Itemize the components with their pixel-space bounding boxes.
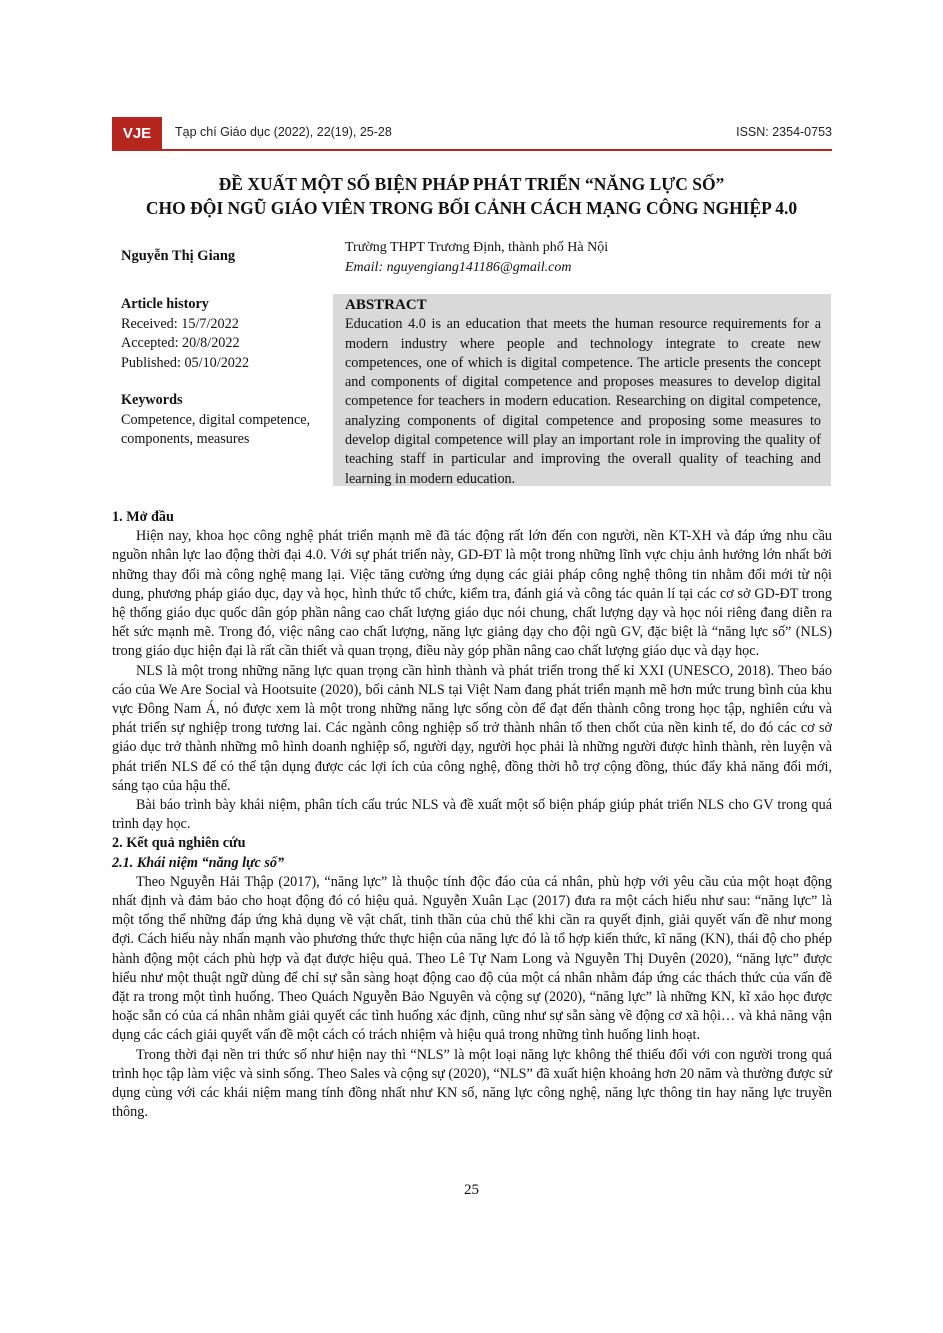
issn: ISSN: 2354-0753	[736, 125, 832, 139]
page-number: 25	[464, 1182, 479, 1198]
article-history	[121, 295, 249, 373]
article-title-line1: ĐỀ XUẤT MỘT SỐ BIỆN PHÁP PHÁT TRIỂN “NĂNG LỰC SỐ”	[218, 174, 725, 194]
author-name: Nguyễn Thị Giang	[121, 248, 236, 264]
abstract-heading: ABSTRACT	[345, 297, 427, 313]
paragraph: Bài báo trình bày khái niệm, phân tích cấu trúc NLS và đề xuất một số biện pháp giúp phát triển NLS cho GV trong quá trình dạy học.	[112, 797, 832, 833]
affiliation: Trường THPT Trương Định, thành phố Hà Nội	[345, 240, 609, 255]
article-title-line2: CHO ĐỘI NGŨ GIÁO VIÊN TRONG BỐI CẢNH CÁCH MẠNG CÔNG NGHIỆP 4.0	[145, 198, 798, 218]
journal-citation: Tạp chí Giáo dục (2022), 22(19), 25-28	[175, 125, 392, 139]
paragraph: NLS là một trong những năng lực quan trọng cần hình thành và phát triển trong thế kỉ XXI (UNESCO, 2018). Theo báo cáo của We Are Social và Hootsuite (2020), bối cảnh NLS tại Việt Nam đang phát triển mạnh mẽ hơn mức trung bình của khu vực Đông Nam Á, nó được xem là một trong những năng lực sống còn để đạt đến thành công trong học tập, nghiên cứu và phát triển sự nghiệp trong tương lai. Các ngành công nghiệp số trở thành nhân tố then chốt của nền kinh tế, do đó các cơ sở giáo dục trở thành những mô hình doanh nghiệp số, người dạy, người học phải là những người được hình thành, rèn luyện và phát triển NLS để có thể tận dụng được các lợi ích của công nghệ, đồng thời hỗ trợ cộng đồng, thúc đẩy khả năng đổi mới, sáng tạo của hậu thế.	[112, 662, 832, 794]
received-date: Received: 15/7/2022	[121, 315, 239, 332]
paragraph: Theo Nguyễn Hải Thập (2017), “năng lực” là thuộc tính độc đáo của cá nhân, phù hợp với yêu cầu của một hoạt động nhất định và đảm bảo cho hoạt động đó có hiệu quả. Nguyễn Xuân Lạc (2017) đưa ra một cách hiểu như sau: “năng lực” là một tổng thể những đáp ứng khả dụng về vật chất, tinh thần của chủ thể khi cần ra quyết định, giải quyết vấn đề như mong đợi. Cách hiểu này nhấn mạnh vào phương thức thực hiện của năng lực đó là tổ hợp kiến thức, kĩ năng (KN), thái độ cho phép hành động một cách phù hợp và đạt được hiệu quả. Theo Lê Tự Nam Long và Nguyễn Thị Duyên (2020), “năng lực” được hiểu như một thuật ngữ dùng để chỉ sự sẵn sàng hoạt động cao độ của một cá nhân nhằm đáp ứng các thách thức của vấn đề đặt ra trong một tình huống. Theo Quách Nguyễn Bảo Nguyên và cộng sự (2020), “năng lực” là những KN, kĩ xảo học được hoặc sẵn có của cá nhân nhằm giải quyết các tình huống xác định, cũng như sự sẵn sàng về động cơ xã hội… và khả năng vận dụng các cách giải quyết vấn đề một cách có trách nhiệm và hiệu quả trong những tình huống linh hoạt.	[112, 873, 832, 1044]
keywords-block	[121, 391, 311, 450]
paragraph: Trong thời đại nền tri thức số như hiện nay thì “NLS” là một loại năng lực không thể thiếu đối với con người trong quá trình học tập làm việc và sinh sống. Theo Sales và cộng sự (2020), “NLS” đã xuất hiện khoảng hơn 20 năm và thường được sử dụng cùng với các khái niệm mang tính đồng nhất như KN số, năng lực công nghệ, năng lực thông tin hay năng lực truyền thông.	[112, 1046, 832, 1121]
section-heading-intro: 1. Mở đầu	[112, 509, 174, 525]
abstract-box	[333, 294, 831, 486]
article-body	[112, 508, 832, 1123]
history-heading: Article history	[121, 296, 209, 312]
abstract-text: Education 4.0 is an education that meets the human resource requirements for a modern industry where people and technology integrate to create new competences, one of which is digital competence. The article presents the concept and components of digital competence and proposes measures to develop digital competence for teachers in modern education. Researching on digital competence, analyzing components of digital competence and proposing some measures to develop digital competence will play an important role in improving the quality of teaching staff in particular and improving the overall quality of teaching and learning in modern education.	[345, 316, 821, 487]
vje-badge: VJE	[112, 117, 162, 149]
keywords-heading: Keywords	[121, 392, 183, 408]
paragraph: Hiện nay, khoa học công nghệ phát triển mạnh mẽ đã tác động rất lớn đến con người, nền KT-XH và đáp ứng nhu cầu nguồn nhân lực lao động thời đại 4.0. Với sự phát triển này, GD-ĐT là một trong những lĩnh vực chịu ảnh hưởng lớn nhất bởi những thay đổi mà công nghệ mang lại. Việc tăng cường ứng dụng các giải pháp công nghệ thông tin nhằm đổi mới từ nội dung, phương pháp giáo dục, dạy và học, hình thức tổ chức, kiểm tra, đánh giá và công tác quản lí tại các cơ sở GD-ĐT trong hệ thống giáo dục quốc dân góp phần nâng cao chất lượng giáo dục nói chung, chất lượng dạy và học nói riêng đang diễn ra hết sức mạnh mẽ. Trong đó, việc nâng cao chất lượng, năng lực giảng dạy cho đội ngũ GV, đặc biệt là “năng lực số” (NLS) trong giáo dục hiện đại là rất cần thiết và quan trọng, điều này góp phần nâng cao chất lượng giáo dục và dạy học.	[112, 528, 832, 660]
subsection-heading-concept: 2.1. Khái niệm “năng lực số”	[112, 854, 285, 871]
section-heading-results: 2. Kết quả nghiên cứu	[112, 835, 246, 852]
journal-header	[112, 117, 832, 151]
keywords-text: Competence, digital competence, components, measures	[121, 411, 311, 447]
author-affiliation-block	[345, 238, 608, 278]
published-date: Published: 05/10/2022	[121, 354, 250, 371]
author-email: Email: nguyengiang141186@gmail.com	[345, 260, 572, 275]
accepted-date: Accepted: 20/8/2022	[121, 335, 240, 351]
